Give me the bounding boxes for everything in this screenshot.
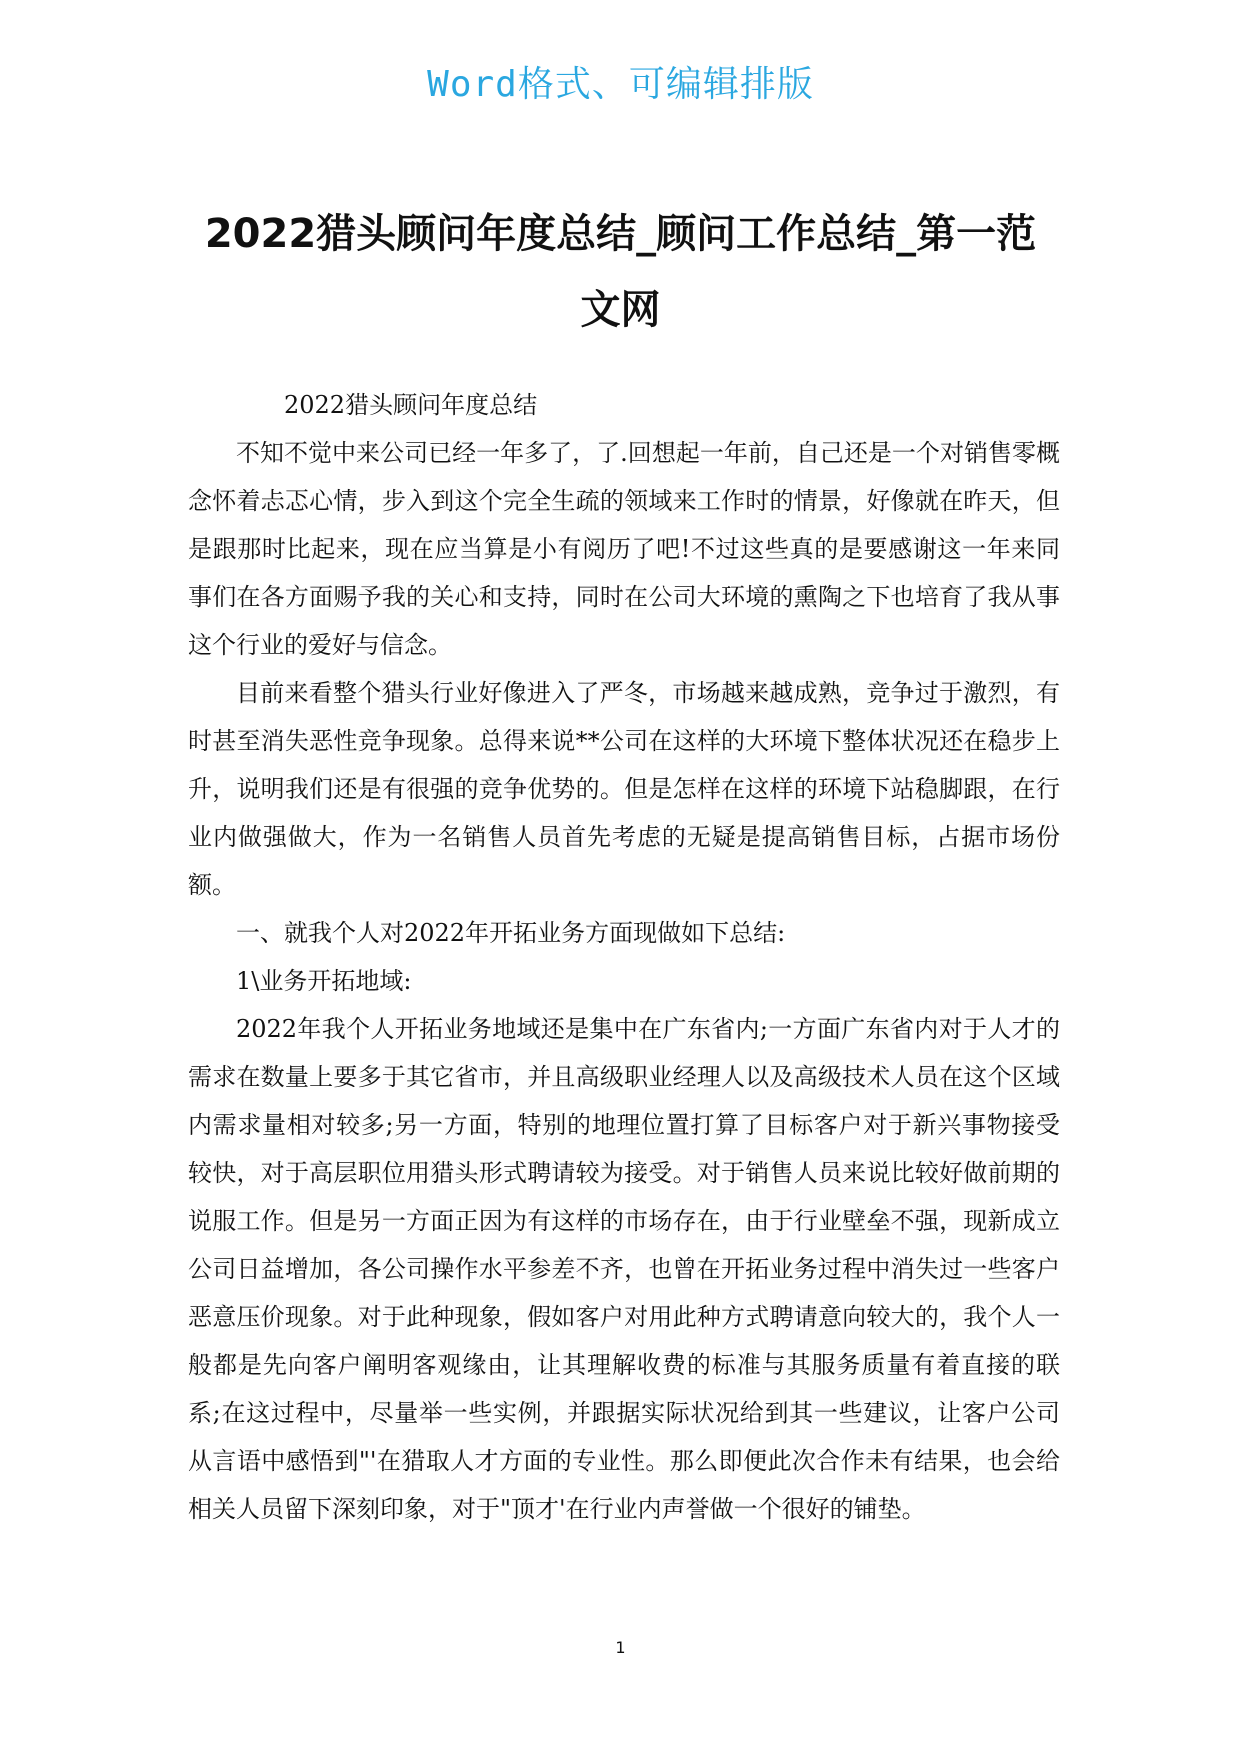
paragraph-industry: 目前来看整个猎头行业好像进入了严冬，市场越来越成熟，竞争过于激烈，有时甚至消失恶性竞争现象。总得来说**公司在这样的大环境下整体状况还在稳步上升，说明我们还是有很强的竞争优势的。但是怎样在这样的环境下站稳脚跟，在行业内做强做大，作为一名销售人员首先考虑的无疑是提高销售目标，占据市场份额。 (188, 679, 1060, 899)
document-title: 2022猎头顾问年度总结_顾问工作总结_第一范文网 (204, 211, 1037, 333)
document-body (188, 381, 1060, 1533)
paragraph-region: 2022年我个人开拓业务地域还是集中在广东省内;一方面广东省内对于人才的需求在数量上要多于其它省市，并且高级职业经理人以及高级技术人员在这个区域内需求量相对较多;另一方面，特别的地理位置打算了目标客户对于新兴事物接受较快，对于高层职位用猎头形式聘请较为接受。对于销售人员来说比较好做前期的说服工作。但是另一方面正因为有这样的市场存在，由于行业壁垒不强，现新成立公司日益增加，各公司操作水平参差不齐，也曾在开拓业务过程中消失过一些客户恶意压价现象。对于此种现象，假如客户对用此种方式聘请意向较大的，我个人一般都是先向客户阐明客观缘由，让其理解收费的标准与其服务质量有着直接的联系;在这过程中，尽量举一些实例，并跟据实际状况给到其一些建议，让客户公司从言语中感悟到"'在猎取人才方面的专业性。那么即便此次合作未有结果，也会给相关人员留下深刻印象，对于"顶才'在行业内声誉做一个很好的铺垫。 (188, 1015, 1060, 1523)
document-header: Word格式、可编辑排版 (427, 64, 814, 105)
page-number: 1 (615, 1638, 626, 1657)
document-subtitle: 2022猎头顾问年度总结 (284, 391, 538, 419)
subsection-heading-region: 1\业务开拓地域: (236, 967, 412, 995)
paragraph-intro: 不知不觉中来公司已经一年多了，了.回想起一年前，自己还是一个对销售零概念怀着忐忑心情，步入到这个完全生疏的领域来工作时的情景，好像就在昨天，但是跟那时比起来，现在应当算是小有阅历了吧!不过这些真的是要感谢这一年来同事们在各方面赐予我的关心和支持，同时在公司大环境的熏陶之下也培育了我从事这个行业的爱好与信念。 (188, 439, 1060, 659)
section-heading-summary: 一、就我个人对2022年开拓业务方面现做如下总结: (236, 919, 786, 947)
